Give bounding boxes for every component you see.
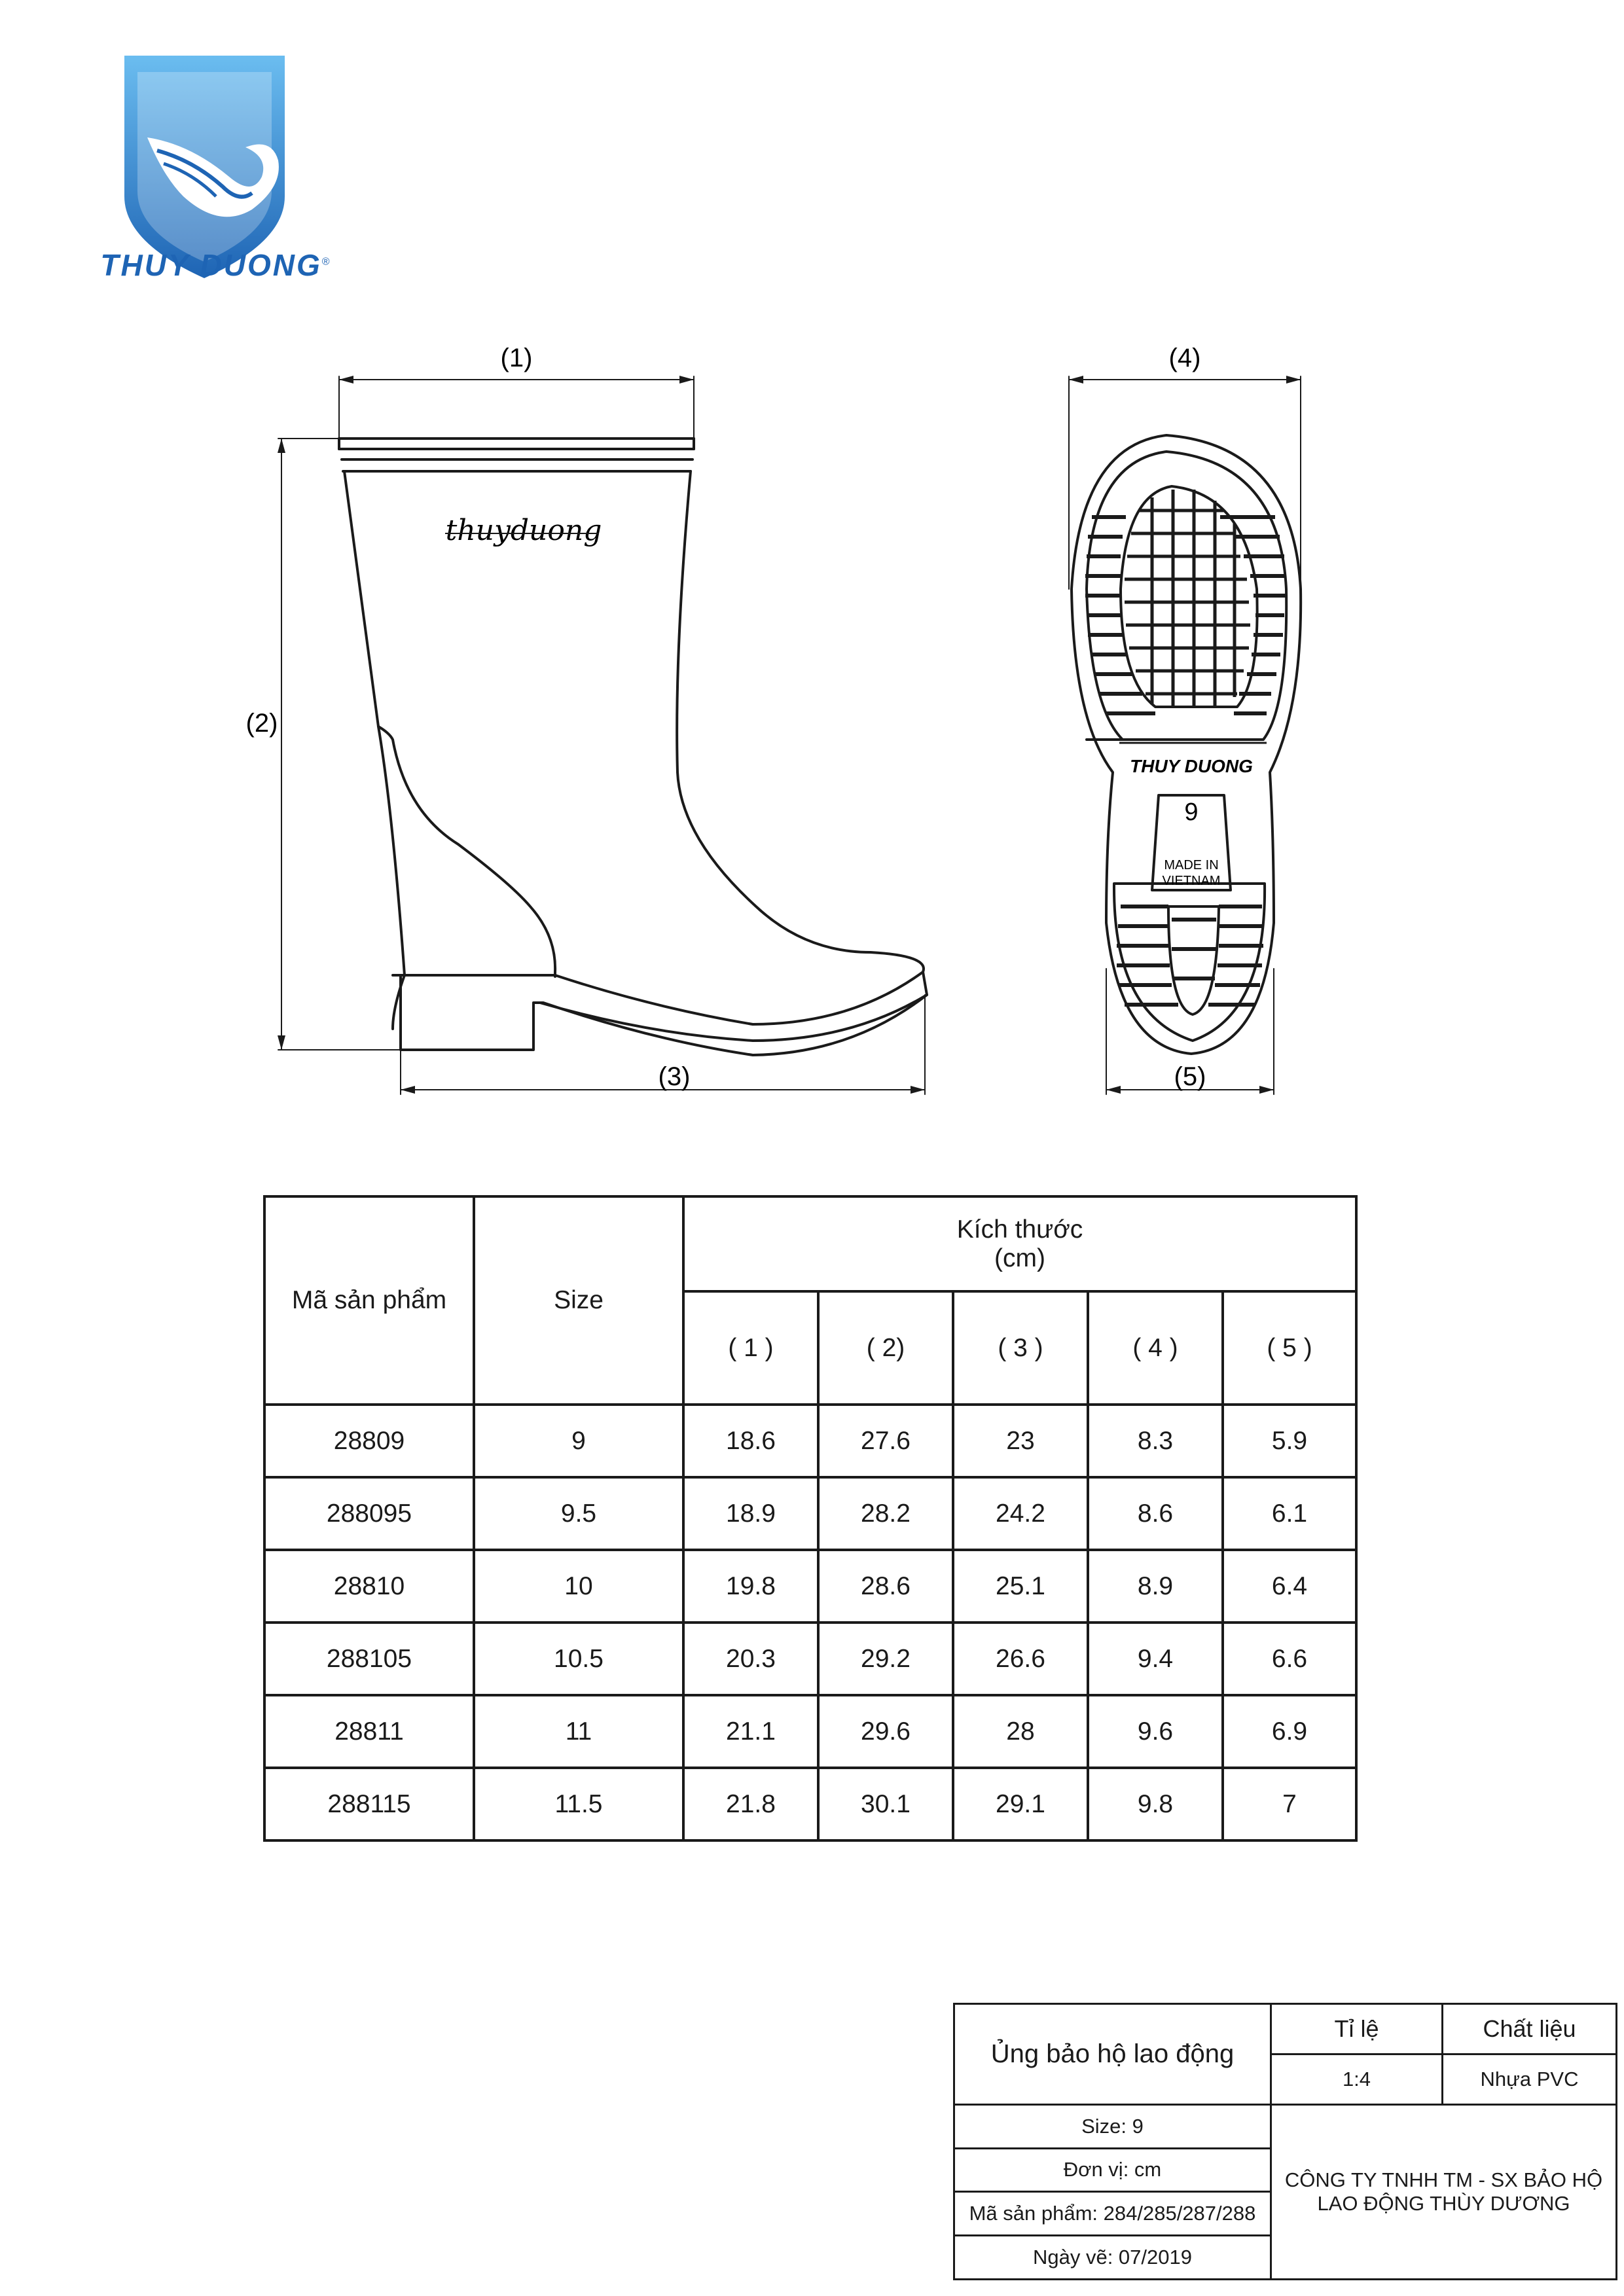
header-dim-5: ( 5 ) [1223, 1291, 1356, 1405]
table-row [264, 1477, 1356, 1550]
cell-d5: 5.9 [1223, 1405, 1356, 1477]
sole-center-pattern [1125, 490, 1250, 707]
brand-wordmark [65, 247, 367, 283]
company-line-2: LAO ĐỘNG THÙY DƯƠNG [1317, 2191, 1570, 2215]
cell-size: 9 [474, 1405, 683, 1477]
scale-label: Tỉ lệ [1271, 2004, 1443, 2054]
cell-code: 288115 [264, 1768, 474, 1840]
company-line-1: CÔNG TY TNHH TM - SX BẢO HỘ [1284, 2168, 1603, 2191]
sole-brand-text: THUY DUONG [1130, 756, 1253, 776]
cell-code: 288105 [264, 1623, 474, 1695]
cell-d3: 25.1 [953, 1550, 1088, 1623]
cell-d1: 21.1 [683, 1695, 818, 1768]
cell-d2: 28.6 [818, 1550, 953, 1623]
dim-label-3: (3) [658, 1062, 691, 1091]
size-specification-table [263, 1195, 1358, 1842]
product-name: Ủng bảo hộ lao động [954, 2004, 1271, 2105]
cell-d3: 28 [953, 1695, 1088, 1768]
cell-d2: 28.2 [818, 1477, 953, 1550]
table-row [264, 1695, 1356, 1768]
dim-label-4: (4) [1168, 344, 1201, 372]
header-dim-1: ( 1 ) [683, 1291, 818, 1405]
cell-d4: 9.6 [1088, 1695, 1223, 1768]
cell-code: 288095 [264, 1477, 474, 1550]
company-name [1271, 2104, 1617, 2279]
drawing-unit: Đơn vị: cm [954, 2148, 1271, 2192]
cell-d3: 26.6 [953, 1623, 1088, 1695]
cell-d4: 8.6 [1088, 1477, 1223, 1550]
header-dim-4: ( 4 ) [1088, 1291, 1223, 1405]
cell-d1: 18.6 [683, 1405, 818, 1477]
header-dim-2: ( 2) [818, 1291, 953, 1405]
header-dimensions [683, 1196, 1356, 1291]
header-product-code: Mã sản phẩm [264, 1196, 474, 1405]
cell-size: 9.5 [474, 1477, 683, 1550]
scale-value: 1:4 [1271, 2054, 1443, 2104]
boot-script-logo: thuyduong [445, 514, 602, 547]
cell-size: 10 [474, 1550, 683, 1623]
cell-d3: 24.2 [953, 1477, 1088, 1550]
boot-side-view [339, 439, 927, 1055]
header-dimensions-title: Kích thước [956, 1215, 1083, 1244]
cell-size: 11 [474, 1695, 683, 1768]
cell-d5: 6.9 [1223, 1695, 1356, 1768]
boot-sole-view [1072, 435, 1301, 1054]
drawing-size: Size: 9 [954, 2104, 1271, 2148]
cell-d3: 23 [953, 1405, 1088, 1477]
cell-d5: 7 [1223, 1768, 1356, 1840]
cell-d5: 6.4 [1223, 1550, 1356, 1623]
cell-d2: 29.6 [818, 1695, 953, 1768]
cell-d5: 6.6 [1223, 1623, 1356, 1695]
boot-technical-drawing [0, 314, 1624, 1165]
cell-d1: 19.8 [683, 1550, 818, 1623]
drawing-title-block [953, 2003, 1617, 2280]
cell-d4: 8.9 [1088, 1550, 1223, 1623]
cell-d2: 30.1 [818, 1768, 953, 1840]
cell-d3: 29.1 [953, 1768, 1088, 1840]
header-dimensions-unit: (cm) [994, 1244, 1045, 1272]
registered-mark: ® [321, 256, 332, 268]
sole-country-text: VIETNAM [1162, 874, 1221, 888]
sole-made-in-text: MADE IN [1164, 858, 1219, 872]
table-row [264, 1405, 1356, 1477]
size-table-body [264, 1405, 1356, 1840]
header-dim-3: ( 3 ) [953, 1291, 1088, 1405]
cell-size: 10.5 [474, 1623, 683, 1695]
cell-d5: 6.1 [1223, 1477, 1356, 1550]
cell-d4: 9.4 [1088, 1623, 1223, 1695]
dim-label-1: (1) [500, 344, 533, 372]
cell-d1: 21.8 [683, 1768, 818, 1840]
sole-size-text: 9 [1184, 798, 1199, 826]
cell-d1: 18.9 [683, 1477, 818, 1550]
cell-size: 11.5 [474, 1768, 683, 1840]
table-row [264, 1623, 1356, 1695]
header-size: Size [474, 1196, 683, 1405]
table-row [264, 1550, 1356, 1623]
dim-label-2: (2) [245, 709, 278, 738]
material-label: Chất liệu [1443, 2004, 1617, 2054]
cell-code: 28809 [264, 1405, 474, 1477]
cell-code: 28811 [264, 1695, 474, 1768]
cell-d2: 29.2 [818, 1623, 953, 1695]
product-codes: Mã sản phẩm: 284/285/287/288 [954, 2192, 1271, 2236]
cell-d1: 20.3 [683, 1623, 818, 1695]
table-row [264, 1768, 1356, 1840]
cell-d2: 27.6 [818, 1405, 953, 1477]
cell-code: 28810 [264, 1550, 474, 1623]
material-value: Nhựa PVC [1443, 2054, 1617, 2104]
cell-d4: 9.8 [1088, 1768, 1223, 1840]
drawn-date: Ngày vẽ: 07/2019 [954, 2236, 1271, 2280]
dim-label-5: (5) [1174, 1062, 1206, 1091]
cell-d4: 8.3 [1088, 1405, 1223, 1477]
brand-name-text: THUY DUONG [100, 248, 322, 282]
